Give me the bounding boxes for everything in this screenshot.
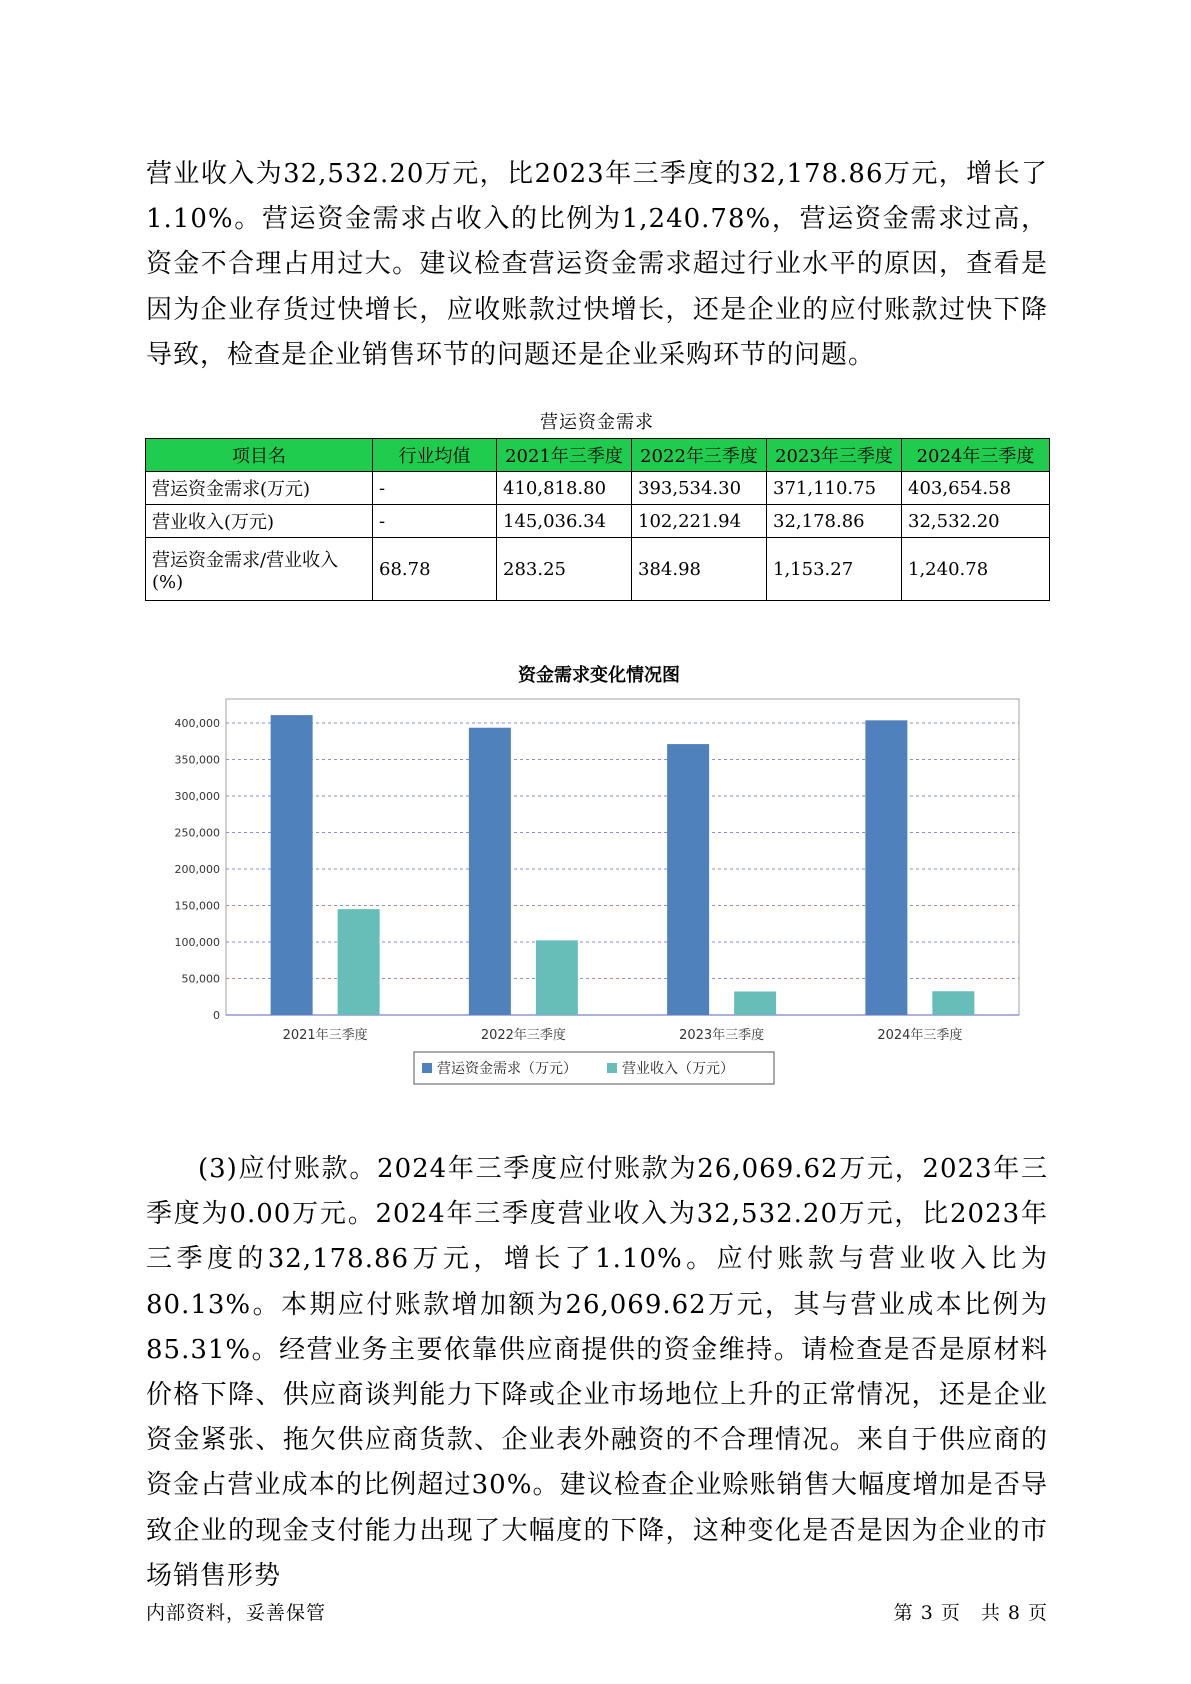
table-cell: 32,178.86 [767, 505, 902, 538]
legend-swatch [607, 1063, 617, 1073]
y-tick-label: 250,000 [174, 826, 220, 840]
y-tick-label: 150,000 [174, 899, 220, 913]
table-cell: - [373, 472, 497, 505]
table-cell: 102,221.94 [632, 505, 767, 538]
table-cell: 营运资金需求/营业收入(%) [146, 538, 373, 601]
y-tick-label: 50,000 [181, 972, 220, 986]
table-cell: 393,534.30 [632, 472, 767, 505]
table-row [146, 538, 1050, 601]
table-cell: 1,240.78 [902, 538, 1050, 601]
table-header-row [146, 439, 1050, 472]
table-row [146, 505, 1050, 538]
table-cell: 283.25 [497, 538, 632, 601]
table-caption: 营运资金需求 [540, 412, 654, 433]
table-header-cell: 2024年三季度 [902, 439, 1050, 472]
y-tick-label: 0 [213, 1009, 220, 1022]
working-capital-table [145, 438, 1050, 601]
y-tick-label: 400,000 [174, 717, 220, 730]
bar-working-capital [271, 715, 313, 1015]
table-cell: 1,153.27 [767, 538, 902, 601]
table-cell: 403,654.58 [902, 472, 1050, 505]
table-cell: 32,532.20 [902, 505, 1050, 538]
table-header-cell: 项目名 [146, 439, 373, 472]
footer-confidential-note: 内部资料，妥善保管 [146, 1602, 327, 1624]
table-header-cell: 行业均值 [373, 439, 497, 472]
y-tick-label: 100,000 [174, 936, 220, 949]
table-cell: 145,036.34 [497, 505, 632, 538]
bar-revenue [734, 992, 776, 1015]
x-tick-label: 2023年三季度 [679, 1028, 765, 1043]
y-tick-label: 200,000 [174, 863, 220, 876]
table-cell: - [373, 505, 497, 538]
bar-working-capital [469, 728, 511, 1015]
bar-revenue [338, 909, 380, 1015]
bar-revenue [536, 940, 578, 1015]
legend-swatch [422, 1063, 432, 1073]
table-header-cell: 2021年三季度 [497, 439, 632, 472]
table-header-cell: 2023年三季度 [767, 439, 902, 472]
table-cell: 68.78 [373, 538, 497, 601]
x-tick-label: 2021年三季度 [282, 1028, 368, 1043]
y-tick-label: 300,000 [174, 790, 220, 803]
legend-label: 营业收入（万元） [622, 1061, 734, 1077]
x-tick-label: 2022年三季度 [480, 1028, 566, 1043]
table-cell: 410,818.80 [497, 472, 632, 505]
body-paragraph-1: 营业收入为32,532.20万元，比2023年三季度的32,178.86万元，增长了1.10%。营运资金需求占收入的比例为1,240.78%，营运资金需求过高，资金不合理占用过大。建议检查营运资金需求超过行业水平的原因，查看是因为企业存货过快增长，应收账款过快增长，还是企业的应付账款过快下降导致，检查是企业销售环节的问题还是企业采购环节的问题。 [146, 159, 1048, 370]
x-tick-label: 2024年三季度 [877, 1028, 963, 1043]
bar-revenue [932, 991, 974, 1015]
fund-demand-bar-chart [146, 655, 1046, 1105]
body-paragraph-2: (3)应付账款。2024年三季度应付账款为26,069.62万元，2023年三季度为0.00万元。2024年三季度营业收入为32,532.20万元，比2023年三季度的32,178.86万元，增长了1.10%。应付账款与营业收入比为80.13%。本期应付账款增加额为26,069.62万元，其与营业成本比例为85.31%。经营业务主要依靠供应商提供的资金维持。请检查是否是原材料价格下降、供应商谈判能力下降或企业市场地位上升的正常情况，还是企业资金紧张、拖欠供应商货款、企业表外融资的不合理情况。来自于供应商的资金占营业成本的比例超过30%。建议检查企业赊账销售大幅度增加是否导致企业的现金支付能力出现了大幅度的下降，这种变化是否是因为企业的市场销售形势 [146, 1154, 1048, 1591]
table-cell: 营业收入(万元) [146, 505, 373, 538]
bar-working-capital [667, 744, 709, 1015]
bar-working-capital [865, 720, 907, 1015]
legend-label: 营运资金需求（万元） [437, 1061, 577, 1077]
y-tick-label: 350,000 [174, 753, 220, 767]
table-cell: 营运资金需求(万元) [146, 472, 373, 505]
table-cell: 371,110.75 [767, 472, 902, 505]
footer-page-number: 第 3 页 共 8 页 [893, 1602, 1048, 1624]
table-row [146, 472, 1050, 505]
table-cell: 384.98 [632, 538, 767, 601]
table-header-cell: 2022年三季度 [632, 439, 767, 472]
chart-title: 资金需求变化情况图 [518, 665, 680, 686]
